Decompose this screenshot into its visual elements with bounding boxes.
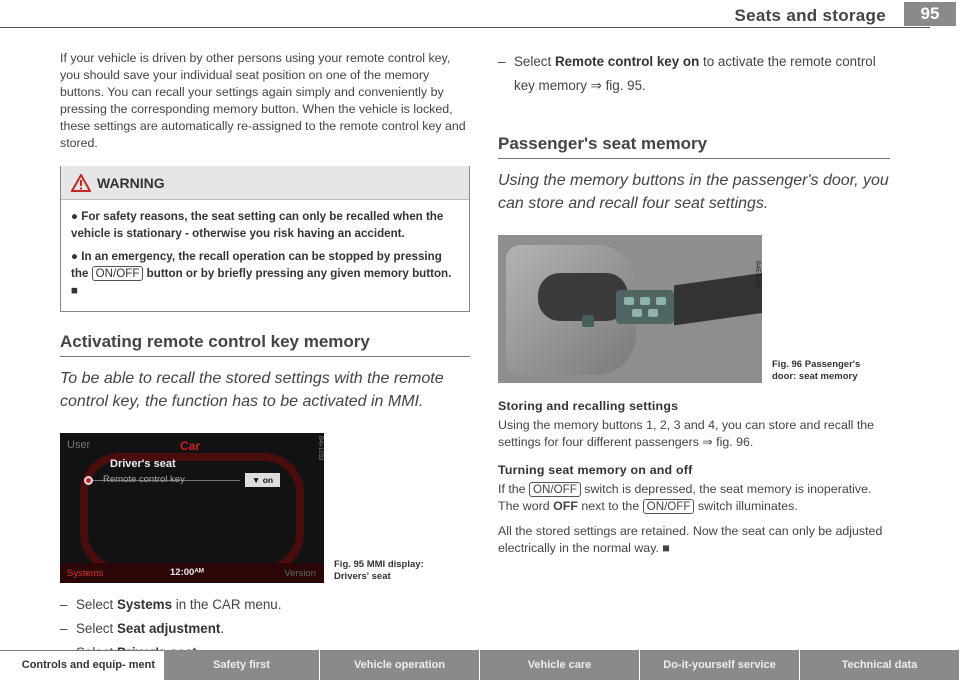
header-rule <box>0 27 930 28</box>
on-off-key-label: ON/OFF <box>92 266 144 281</box>
mmi-version-label: Version <box>284 568 316 579</box>
memory-button-icon <box>648 309 658 317</box>
footer-tab-controls[interactable]: Controls and equip- ment <box>0 650 164 680</box>
mmi-bottom-bar <box>60 563 324 583</box>
storing-text: Using the memory buttons 1, 2, 3 and 4, you can store and recall the settings for four different passengers ⇒ fig. 96. <box>498 418 875 449</box>
mmi-user-label: User <box>67 439 91 451</box>
on-off-key-label: ON/OFF <box>643 499 695 514</box>
passenger-door-image <box>498 235 762 383</box>
list-item: – Select Systems in the CAR menu. <box>60 593 470 617</box>
figure-95 <box>60 433 470 583</box>
header-title: Seats and storage <box>734 6 886 25</box>
footer-nav <box>0 650 960 680</box>
turning-text-2: All the stored settings are retained. Now the seat can only be adjusted electrically in the normal way. ■ <box>498 524 883 555</box>
door-image-code: B4E-1034 <box>754 261 760 288</box>
subheading-storing: Storing and recalling settings <box>498 399 679 413</box>
memory-button-icon <box>640 297 650 305</box>
left-column <box>60 50 470 665</box>
mmi-display-image <box>60 433 324 583</box>
warning-body <box>61 200 469 311</box>
mmi-option-label: Remote control key <box>103 474 185 485</box>
page-number: 95 <box>904 2 956 26</box>
mmi-image-code: B4I-1033 <box>317 436 323 461</box>
mmi-option-value: ▼ on <box>245 473 280 487</box>
warning-item-2: ● In an emergency, the recall operation can be stopped by pressing the ON/OFF button or by briefly pressing any given memory button. ■ <box>71 250 452 297</box>
mmi-car-label: Car <box>180 439 201 453</box>
memory-button-icon <box>632 309 642 317</box>
step-remote-key-on <box>498 50 890 98</box>
section-title-remote-key: Activating remote control key memory <box>60 332 470 357</box>
intro-paragraph: If your vehicle is driven by other persons using your remote control key, you should save your individual seat position on one of the memory buttons. You can recall your settings again simply and conveniently by pressing the corresponding memory button. When the vehicle is locked, these settings are automatically re-assigned to the remote control key and stored. <box>60 51 466 150</box>
footer-tab-technical[interactable]: Technical data <box>800 650 960 680</box>
section-title-passenger-memory: Passenger's seat memory <box>498 134 890 159</box>
memory-button-icon <box>624 297 634 305</box>
section-intro-remote-key: To be able to recall the stored settings with the remote control key, the function has to be activated in MMI. <box>60 370 444 410</box>
warning-header <box>61 166 469 200</box>
subheading-turning: Turning seat memory on and off <box>498 463 693 477</box>
footer-tab-diy[interactable]: Do-it-yourself service <box>640 650 800 680</box>
door-handle <box>538 273 628 321</box>
footer-tab-operation[interactable]: Vehicle operation <box>320 650 480 680</box>
mmi-systems-label: Systems <box>67 568 104 579</box>
mmi-clock: 12:00ᴬᴹ <box>170 567 204 578</box>
footer-tab-safety[interactable]: Safety first <box>164 650 320 680</box>
turning-text-1: If the ON/OFF switch is depressed, the seat memory is inoperative. The word OFF next to the ON/OFF switch illuminates. <box>498 482 872 513</box>
mmi-menu-title: Driver's seat <box>110 458 176 470</box>
on-off-switch-icon <box>582 315 594 327</box>
mmi-frame <box>80 453 304 573</box>
list-item: – Select Seat adjustment. <box>60 617 470 641</box>
mmi-selector-icon <box>84 476 93 485</box>
on-off-key-label: ON/OFF <box>529 482 581 497</box>
figure-96 <box>498 235 890 383</box>
memory-buttons <box>616 290 674 324</box>
door-armrest <box>674 273 762 326</box>
right-column <box>498 50 890 557</box>
list-item: – Select Remote control key on to activate the remote control key memory ⇒ fig. 95. <box>498 50 890 98</box>
fig-95-caption: Fig. 95 MMI display: Drivers' seat <box>334 559 424 582</box>
warning-title: WARNING <box>97 175 165 191</box>
warning-box <box>60 166 470 312</box>
warning-item-1: ● For safety reasons, the seat setting can only be recalled when the vehicle is stationary - otherwise you risk having an accident. <box>71 210 444 240</box>
footer-tab-care[interactable]: Vehicle care <box>480 650 640 680</box>
memory-button-icon <box>656 297 666 305</box>
warning-triangle-icon <box>71 174 91 192</box>
fig-96-caption: Fig. 96 Passenger's door: seat memory <box>772 359 861 382</box>
section-intro-passenger-memory: Using the memory buttons in the passenger's door, you can store and recall four seat settings. <box>498 172 889 212</box>
